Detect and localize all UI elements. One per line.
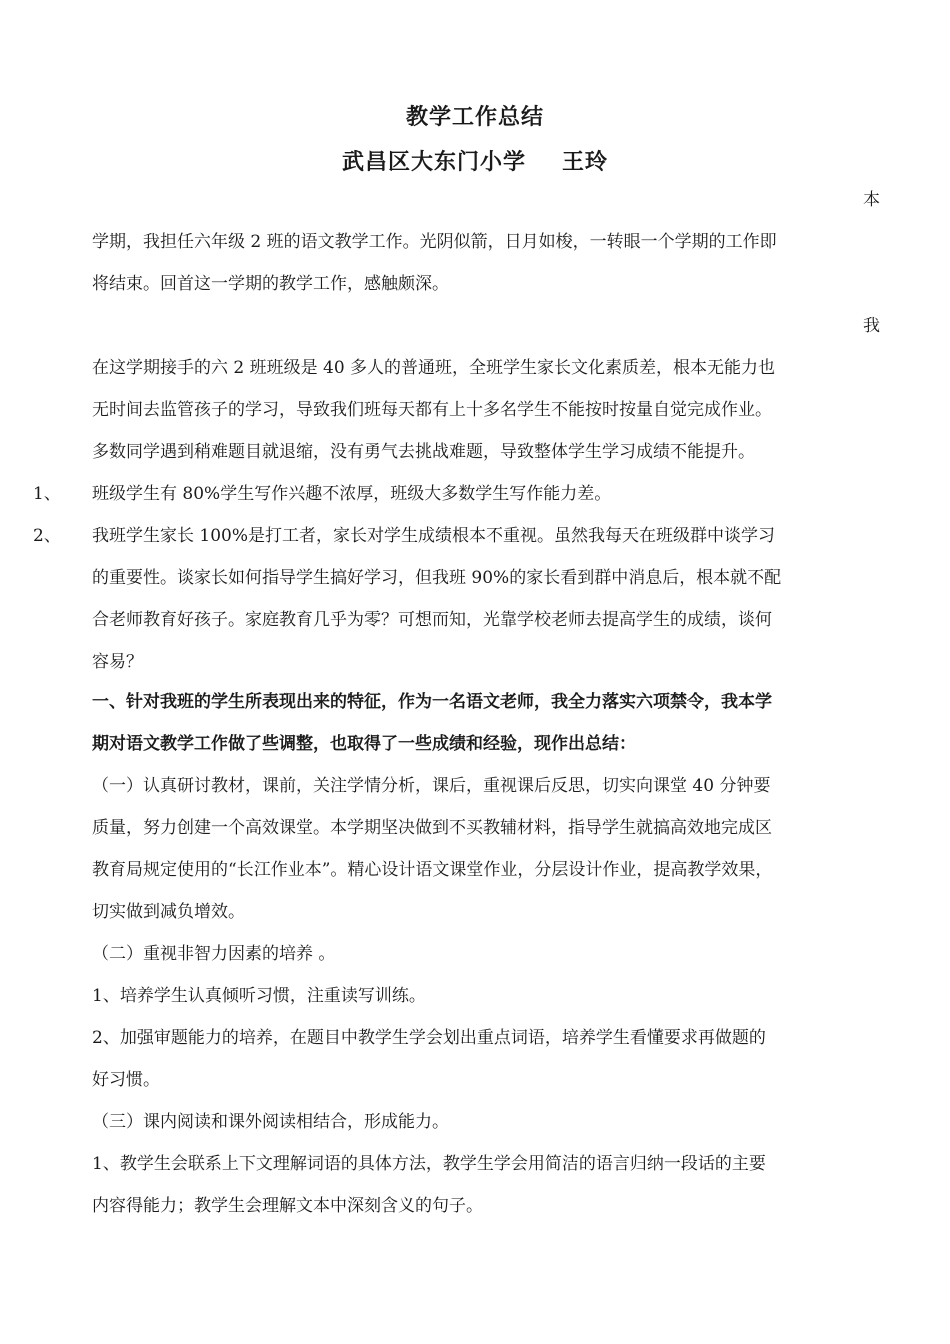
paragraph-line: 切实做到减负增效。 bbox=[92, 902, 245, 922]
paragraph-line: 无时间去监管孩子的学习，导致我们班每天都有上十多名学生不能按时按量自觉完成作业。 bbox=[92, 400, 772, 420]
paragraph-line: 合老师教育好孩子。家庭教育几乎为零？可想而知，光靠学校老师去提高学生的成绩，谈何 bbox=[92, 610, 772, 630]
paragraph-line: 质量，努力创建一个高效课堂。本学期坚决做到不买教辅材料，指导学生就搞高效地完成区 bbox=[92, 818, 772, 838]
paragraph-line: 内容得能力；教学生会理解文本中深刻含义的句子。 bbox=[92, 1196, 483, 1216]
paragraph-line: 学期，我担任六年级 2 班的语文教学工作。光阴似箭，日月如梭，一转眼一个学期的工作即 bbox=[92, 232, 777, 252]
section-heading: 一、针对我班的学生所表现出来的特征，作为一名语文老师，我全力落实六项禁令，我本学 bbox=[92, 692, 772, 712]
author-name: 王玲 bbox=[562, 149, 609, 175]
author-line bbox=[0, 145, 950, 176]
subsection-line: （一）认真研讨教材，课前，关注学情分析，课后，重视课后反思，切实向课堂 40 分钟要 bbox=[92, 776, 771, 796]
list-item: 我班学生家长 100%是打工者，家长对学生成绩根本不重视。虽然我每天在班级群中谈学习 bbox=[92, 526, 776, 546]
paragraph-line: 容易？ bbox=[92, 652, 143, 672]
subsection-line: （三）课内阅读和课外阅读相结合，形成能力。 bbox=[92, 1112, 449, 1132]
list-number: 1、 bbox=[33, 484, 61, 504]
school-name: 武昌区大东门小学 bbox=[341, 149, 526, 175]
paragraph-line: 的重要性。谈家长如何指导学生搞好学习，但我班 90%的家长看到群中消息后，根本就不配 bbox=[92, 568, 782, 588]
paragraph-line: 我 bbox=[863, 316, 880, 336]
section-heading: 期对语文教学工作做了些调整，也取得了一些成绩和经验，现作出总结： bbox=[92, 734, 636, 754]
paragraph-line: 2、加强审题能力的培养，在题目中教学生学会划出重点词语，培养学生看懂要求再做题的 bbox=[92, 1028, 766, 1048]
paragraph-line: 教育局规定使用的“长江作业本”。精心设计语文课堂作业，分层设计作业，提高教学效果， bbox=[92, 860, 773, 880]
paragraph-line: 多数同学遇到稍难题目就退缩，没有勇气去挑战难题，导致整体学生学习成绩不能提升。 bbox=[92, 442, 755, 462]
document-title: 教学工作总结 bbox=[405, 104, 544, 130]
paragraph-line: 在这学期接手的六 2 班班级是 40 多人的普通班，全班学生家长文化素质差，根本无能力也 bbox=[92, 358, 776, 378]
list-item: 班级学生有 80%学生写作兴趣不浓厚，班级大多数学生写作能力差。 bbox=[92, 484, 612, 504]
paragraph-line: 将结束。回首这一学期的教学工作，感触颇深。 bbox=[92, 274, 449, 294]
paragraph-line: 本 bbox=[863, 190, 880, 210]
subsection-line: （二）重视非智力因素的培养 。 bbox=[92, 944, 336, 964]
list-number: 2、 bbox=[33, 526, 61, 546]
paragraph-line: 1、培养学生认真倾听习惯，注重读写训练。 bbox=[92, 986, 426, 1006]
paragraph-line: 好习惯。 bbox=[92, 1070, 160, 1090]
paragraph-line: 1、教学生会联系上下文理解词语的具体方法，教学生学会用简洁的语言归纳一段话的主要 bbox=[92, 1154, 766, 1174]
